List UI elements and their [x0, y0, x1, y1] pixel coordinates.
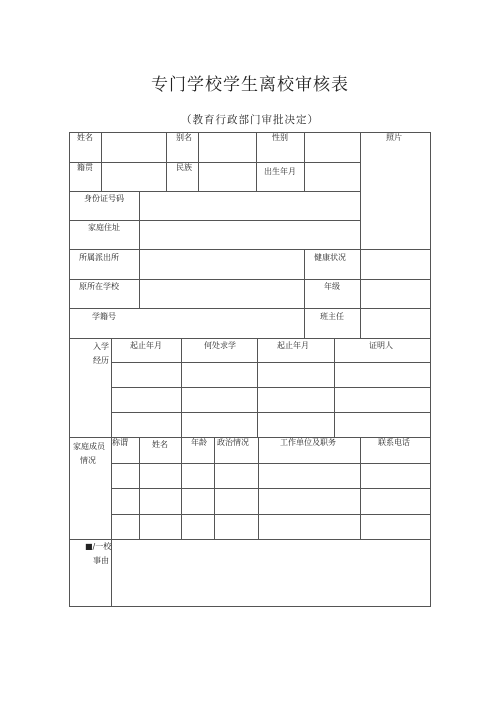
table-border-right: [430, 132, 431, 607]
label-ethnicity: 民族: [176, 163, 192, 172]
divider: [304, 249, 305, 339]
label-native-place: 籍贯: [77, 163, 93, 172]
header-witness: 证明人: [369, 341, 393, 350]
label-education-history-2: 经历: [93, 356, 109, 365]
label-former-school: 原所在学校: [79, 282, 119, 291]
label-head-teacher: 班主任: [320, 312, 344, 321]
divider: [111, 514, 431, 515]
page-title: 专门学校学生离校审核表: [151, 75, 349, 95]
divider: [256, 162, 257, 192]
label-alias: 别名: [176, 133, 192, 142]
label-birth-date: 出生年月: [264, 167, 296, 176]
divider: [256, 132, 257, 162]
divider: [111, 338, 112, 607]
divider: [139, 191, 140, 309]
header-work-unit: 工作单位及职务: [280, 438, 336, 447]
label-home-address: 家庭住址: [88, 223, 120, 232]
header-age: 年龄: [191, 438, 207, 447]
label-name: 姓名: [77, 133, 93, 142]
header-period-2: 起止年月: [277, 341, 309, 350]
divider: [69, 539, 431, 540]
header-period: 起止年月: [130, 341, 162, 350]
label-id-number: 身份证号码: [84, 194, 124, 203]
table-border-bottom: [69, 606, 431, 607]
divider: [111, 412, 431, 413]
divider: [69, 279, 431, 280]
divider: [111, 488, 431, 489]
page-subtitle: （教育行政部门审批决定）: [181, 114, 319, 126]
header-political-status: 政治情况: [217, 438, 249, 447]
label-gender: 性别: [272, 133, 288, 142]
divider: [111, 463, 431, 464]
table-border-top: [69, 132, 431, 133]
label-family-2: 情况: [80, 456, 96, 465]
label-education-history-1: 入学: [93, 342, 109, 351]
label-reason-2: 事由: [93, 556, 109, 565]
label-health: 健康状况: [314, 253, 346, 262]
divider: [69, 308, 431, 309]
header-phone: 联系电话: [378, 438, 410, 447]
table-border-left: [69, 132, 70, 607]
header-relation: 称谓: [112, 438, 128, 447]
label-grade: 年级: [324, 282, 340, 291]
divider: [111, 362, 431, 363]
header-school-attended: 何处求学: [204, 341, 236, 350]
label-police-station: 所属派出所: [79, 253, 119, 262]
divider: [360, 249, 361, 339]
header-member-name: 姓名: [152, 440, 168, 449]
label-family-1: 家庭成员: [73, 442, 105, 451]
label-photo: 照片: [386, 133, 402, 142]
divider: [69, 249, 431, 250]
label-reason-1: ■/一校: [85, 542, 112, 551]
label-student-id: 学籍号: [92, 312, 116, 321]
divider: [69, 162, 361, 163]
divider: [111, 387, 431, 388]
